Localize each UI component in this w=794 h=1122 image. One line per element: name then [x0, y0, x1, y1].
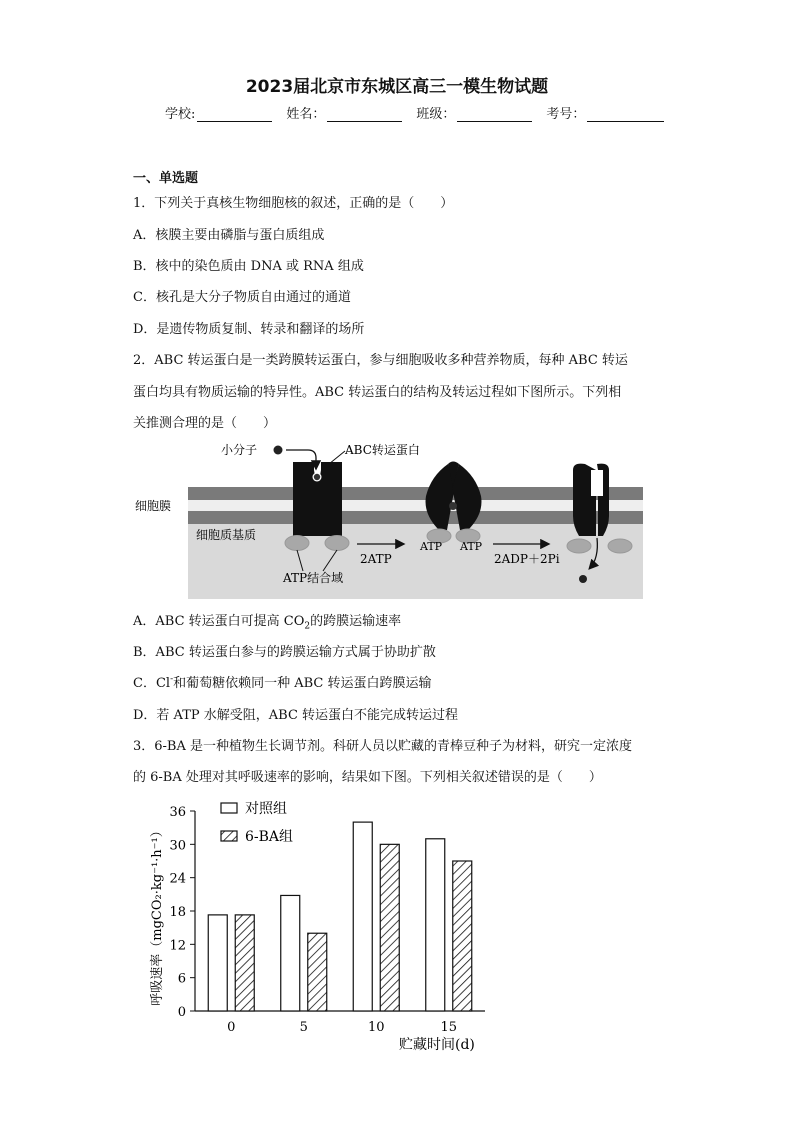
q1-option-b: B．核中的染色质由 DNA 或 RNA 组成 [133, 259, 364, 274]
atp-label-right: ATP [460, 540, 483, 553]
bar-control [281, 895, 300, 1011]
legend-label-6ba: 6-BA组 [245, 829, 294, 845]
class-label: 班级： [416, 107, 456, 122]
q3-stem-line-1: 3．6-BA 是一种植物生长调节剂。科研人员以贮藏的青棒豆种子为材料，研究一定浓度 [133, 739, 633, 754]
bar-control [426, 839, 445, 1011]
released-molecule-icon [579, 575, 587, 583]
class-field[interactable] [457, 108, 532, 122]
q2-option-d: D．若 ATP 水解受阻，ABC 转运蛋白不能完成转运过程 [133, 708, 459, 723]
y-tick-label: 6 [177, 971, 186, 987]
section-heading: 一、单选题 [133, 171, 199, 186]
small-molecule-icon [274, 446, 283, 455]
bar-6ba [453, 861, 472, 1011]
name-field[interactable] [327, 108, 402, 122]
school-field[interactable] [197, 108, 272, 122]
q2-option-c: C．Cl-和葡萄糖依赖同一种 ABC 转运蛋白跨膜运输 [133, 674, 432, 691]
q2-option-a: A．ABC 转运蛋白可提高 $CO_2$的跨膜运输速率 [133, 614, 402, 632]
y-tick-label: 24 [169, 871, 186, 887]
legend-label-control: 对照组 [245, 801, 287, 817]
y-axis-label: 呼吸速率（mgCO₂·kg⁻¹·h⁻¹） [150, 824, 165, 1006]
bar-6ba [235, 915, 254, 1011]
small-molecule-label: 小分子 [221, 443, 258, 457]
q2-option-b: B．ABC 转运蛋白参与的跨膜运输方式属于协助扩散 [133, 645, 436, 660]
bar-control [353, 822, 372, 1011]
adp-label: 2ADP＋2Pi [494, 552, 560, 566]
legend-swatch-6ba [221, 831, 237, 841]
y-tick-label: 30 [169, 838, 186, 854]
exam-number-field[interactable] [587, 108, 664, 122]
bar-control [208, 915, 227, 1011]
q1-stem: 1．下列关于真核生物细胞核的叙述，正确的是（ ） [133, 196, 454, 211]
name-label: 姓名： [286, 107, 326, 122]
legend-swatch-control [221, 803, 237, 813]
abc-protein-label: ABC转运蛋白 [345, 443, 420, 457]
exam-number-label: 考号： [546, 107, 586, 122]
atp2-label: 2ATP [360, 552, 392, 566]
x-tick-label: 15 [440, 1020, 458, 1035]
y-tick-label: 18 [169, 905, 186, 920]
q1-option-c: C．核孔是大分子物质自由通过的通道 [133, 290, 351, 305]
matrix-label: 细胞质基质 [196, 528, 257, 542]
y-tick-label: 0 [177, 1005, 186, 1020]
abc-transporter-diagram [133, 436, 643, 599]
q1-option-d: D．是遗传物质复制、转录和翻译的场所 [133, 322, 365, 337]
bar-6ba [380, 844, 399, 1011]
q2-stem-line-1: 2．ABC 转运蛋白是一类跨膜转运蛋白，参与细胞吸收多种营养物质，每种 ABC 转运 [133, 353, 628, 368]
q2-stem-line-2: 蛋白均具有物质运输的特异性。ABC 转运蛋白的结构及转运过程如下图所示。下列相 [133, 385, 622, 400]
page-title: 2023届北京市东城区高三一模生物试题 [245, 77, 549, 97]
bar-6ba [308, 933, 327, 1011]
x-tick-label: 0 [227, 1020, 236, 1035]
x-tick-label: 5 [299, 1020, 308, 1035]
x-axis-label: 贮藏时间(d) [399, 1037, 475, 1053]
school-label: 学校: [165, 107, 196, 122]
q3-stem-line-2: 的 6-BA 处理对其呼吸速率的影响，结果如下图。下列相关叙述错误的是（ ） [133, 770, 602, 785]
y-tick-label: 36 [169, 805, 186, 820]
atp-label-left: ATP [420, 540, 443, 553]
student-info-row [165, 103, 678, 122]
q1-option-a: A．核膜主要由磷脂与蛋白质组成 [133, 228, 325, 243]
atp-domain-label: ATP结合域 [283, 571, 344, 585]
q2-stem-line-3: 关推测合理的是（ ） [133, 416, 277, 431]
respiration-rate-chart [133, 795, 513, 1060]
y-tick-label: 12 [169, 938, 186, 954]
x-tick-label: 10 [367, 1020, 385, 1035]
membrane-label: 细胞膜 [135, 499, 172, 513]
